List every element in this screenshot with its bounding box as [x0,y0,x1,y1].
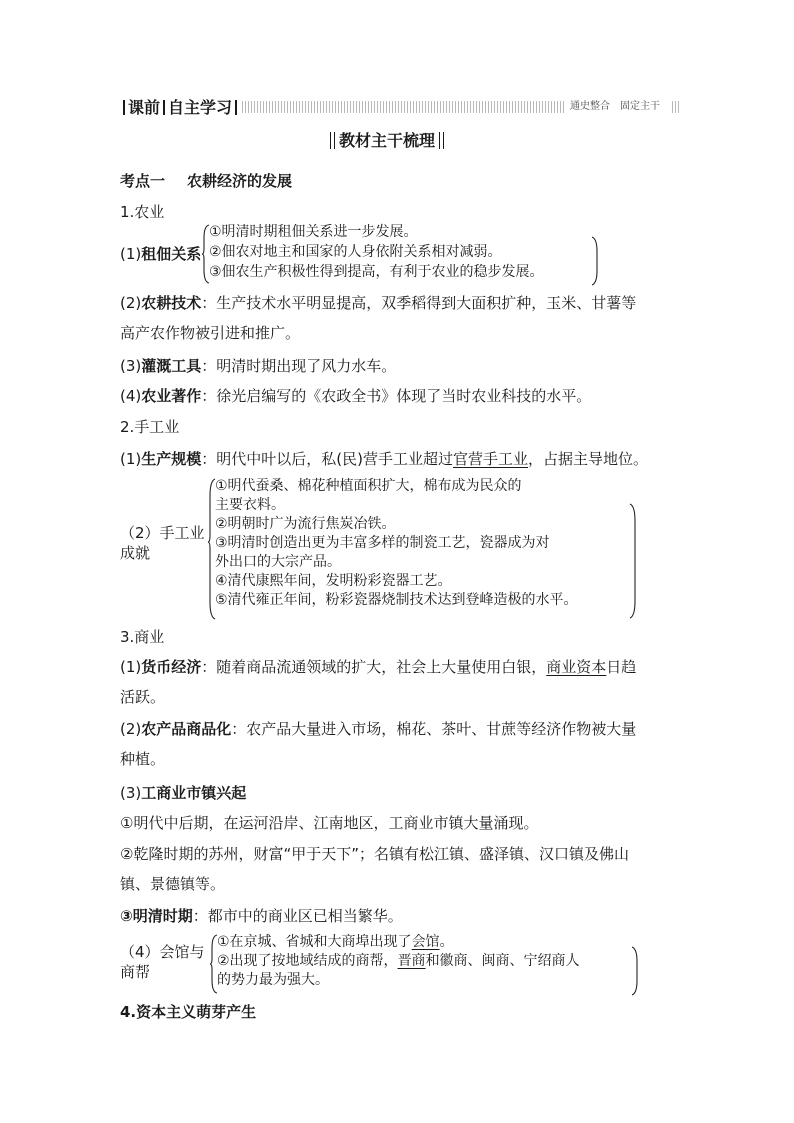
underlined-term: 官营手工业 [452,450,528,468]
header-stripe [242,101,566,113]
guilds-item-1: ①在京城、省城和大商埠出现了会馆。 [217,934,454,950]
tenancy-item-1: ①明清时期租佃关系进一步发展。 [209,224,418,240]
towns-para-3: ③明清时期：都市中的商业区已相当繁华。 [120,907,403,925]
header-bar [235,100,237,115]
topic-heading [120,171,292,191]
header-stripe [672,101,680,113]
works-line: (4)农业著作：徐光启编写的《农政全书》体现了当时农业科技的水平。 [120,387,592,405]
agriculture-heading: 1.农业 [120,203,165,221]
header-title-part1: 课前 [128,98,161,117]
right-brace [630,503,638,619]
tenancy-item-2: ②佃农对地主和国家的人身依附关系相对减弱。 [209,244,502,260]
capitalism-heading: 4.资本主义萌芽产生 [120,1003,257,1021]
header-right-text: 通史整合 固定主干 [570,101,660,112]
towns-para-2-line-2: 镇、景德镇等。 [120,875,226,893]
commerce-heading: 3.商业 [120,628,165,646]
underlined-term: 会馆 [411,934,440,950]
double-bar [330,132,335,149]
scale-line: (1)生产规模：明代中叶以后，私(民)营手工业超过官营手工业，占据主导地位。 [120,450,649,468]
commercialization-line-1: (2)农产品商品化：农产品大量进入市场，棉花、茶叶、甘蔗等经济作物被大量 [120,720,637,738]
commercialization-line-2: 种植。 [120,750,166,768]
achievement-line-3: ②明朝时广为流行焦炭冶铁。 [215,516,396,532]
towns-para-2-line-1: ②乾隆时期的苏州，财富“甲于天下”；名镇有松江镇、盛泽镇、汉口镇及佛山 [120,845,629,863]
tenancy-label: (1)租佃关系 [120,245,202,263]
header-bar [123,100,125,115]
right-brace [592,236,600,286]
currency-line-1: (1)货币经济：随着商品流通领域的扩大，社会上大量使用白银，商业资本日趋 [120,658,637,676]
achievement-line-4: ③明清时创造出更为丰富多样的制瓷工艺，瓷器成为对 [215,535,550,551]
irrigation-line: (3)灌溉工具：明清时期出现了风力水车。 [120,357,397,375]
tenancy-item-3: ③佃农生产积极性得到提高，有利于农业的稳步发展。 [209,264,544,280]
technique-line-1: (2)农耕技术：生产技术水平明显提高，双季稻得到大面积扩种，玉米、甘薯等 [120,294,637,312]
achievement-line-2: 主要衣料。 [215,497,285,513]
section-title [326,130,448,152]
guilds-item-2-line-1: ②出现了按地域结成的商帮，晋商和徽商、闽商、宁绍商人 [217,953,580,969]
achievements-label-line-2: 成就 [120,544,151,562]
guilds-label-line-2: 商帮 [120,963,151,981]
underlined-term: 晋商 [397,953,426,969]
header-title-part2: 自主学习 [168,98,233,117]
topic-label: 考点一 [120,172,166,190]
achievement-line-6: ④清代康熙年间，发明粉彩瓷器工艺。 [215,573,452,589]
achievements-label-line-1: （2）手工业 [120,524,205,542]
towns-para-1: ①明代中后期，在运河沿岸、江南地区，工商业市镇大量涌现。 [120,814,539,832]
guilds-item-2-line-2: 的势力最为强大。 [217,972,329,988]
underlined-term: 商业资本 [546,658,607,676]
currency-line-2: 活跃。 [120,688,166,706]
double-bar [439,132,444,149]
achievement-line-5: 外出口的大宗产品。 [215,554,341,570]
achievement-line-1: ①明代蚕桑、棉花种植面积扩大，棉布成为民众的 [215,478,522,494]
guilds-label-line-1: （4）会馆与 [120,943,205,961]
achievement-line-7: ⑤清代雍正年间，粉彩瓷器烧制技术达到登峰造极的水平。 [215,592,578,608]
header-title [120,97,240,119]
section-title-text: 教材主干梳理 [339,131,436,150]
technique-line-2: 高产农作物被引进和推广。 [120,324,301,342]
towns-heading: (3)工商业市镇兴起 [120,784,247,802]
handicraft-heading: 2.手工业 [120,418,180,436]
topic-title: 农耕经济的发展 [187,172,293,190]
right-brace [632,946,640,996]
header-bar [163,100,165,115]
